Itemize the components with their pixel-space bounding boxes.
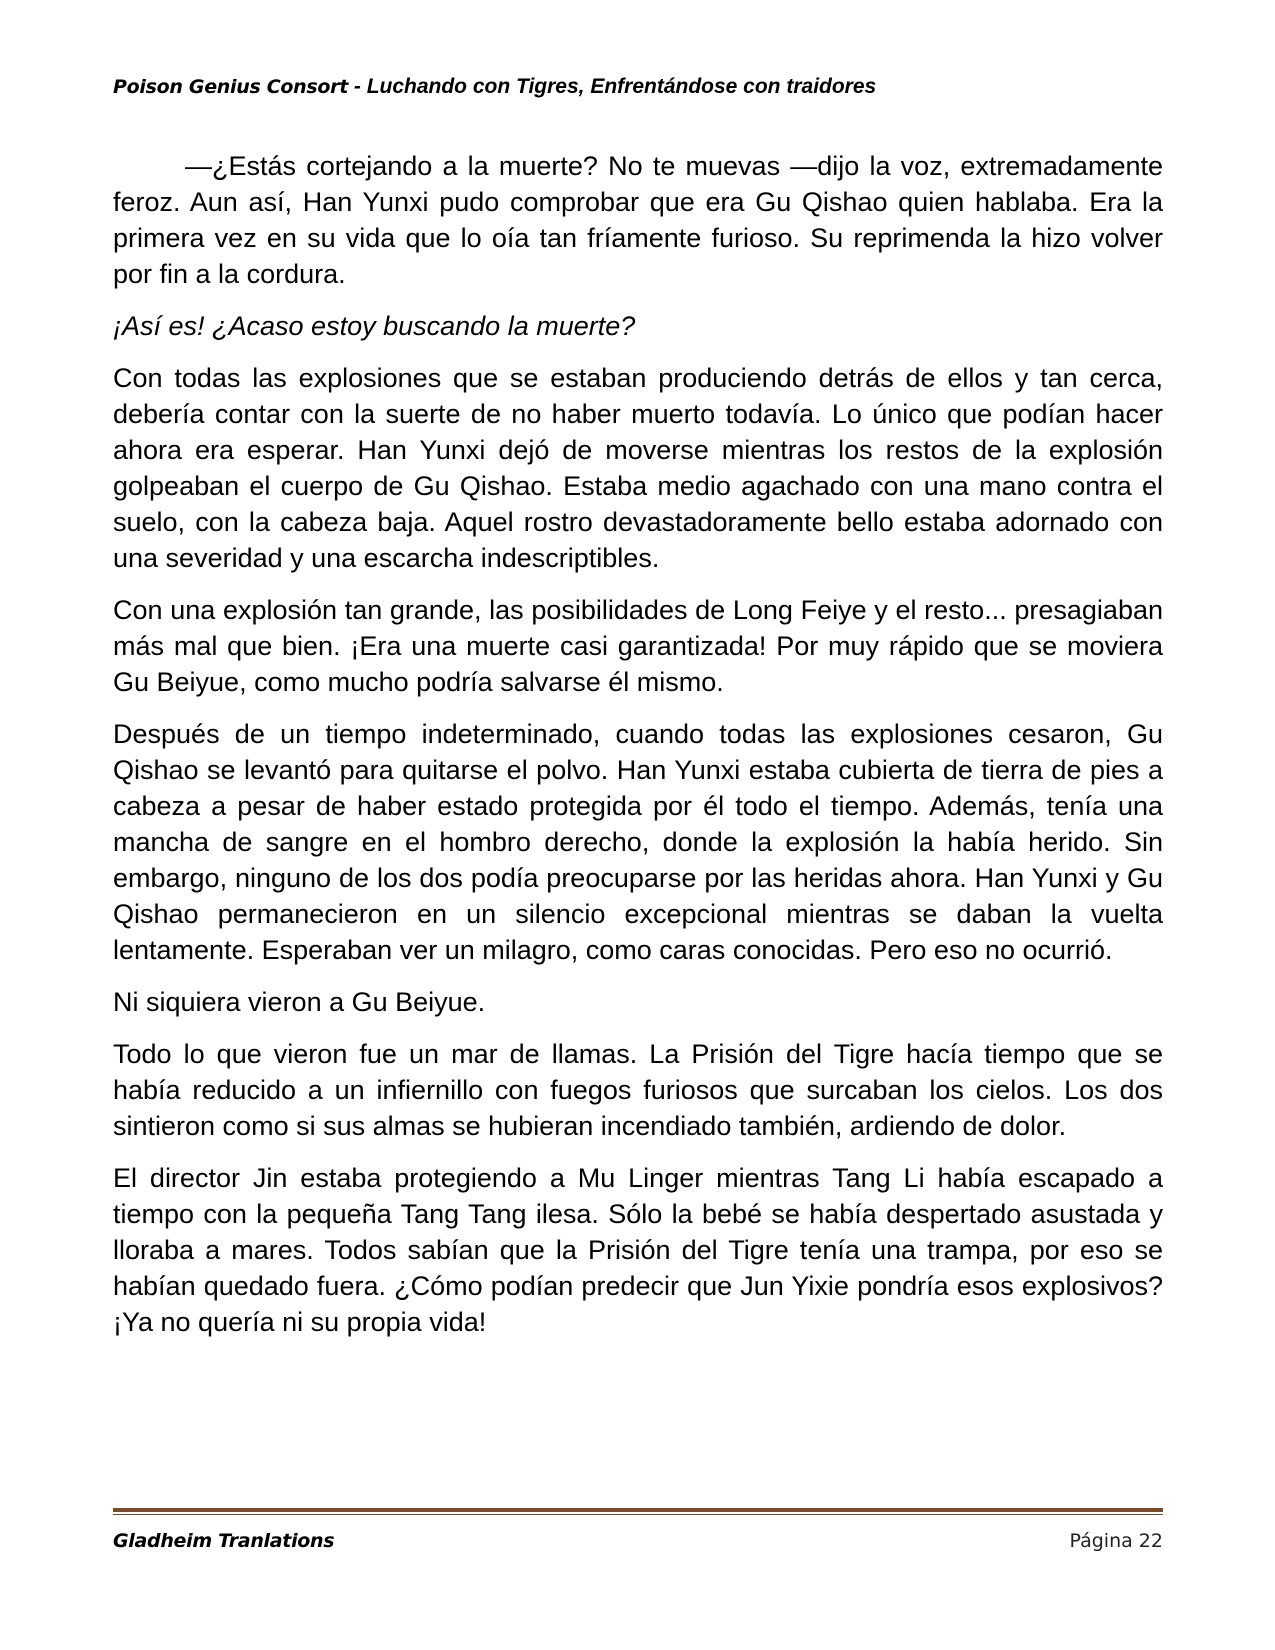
paragraph-7: Todo lo que vieron fue un mar de llamas. La Prisión del Tigre hacía tiempo que se había reducido a un infiernillo con fuegos furiosos que surcaban los cielos. Los dos sintieron como si sus almas se hubieran incendiado también, ardiendo de dolor. — [113, 1039, 1163, 1141]
paragraph-3: Con todas las explosiones que se estaban produciendo detrás de ellos y tan cerca, debería contar con la suerte de no haber muerto todavía. Lo único que podían hacer ahora era esperar. Han Yunxi dejó de moverse mientras los restos de la explosión golpeaban el cuerpo de Gu Qishao. Estaba medio agachado con una mano contra el suelo, con la cabeza baja. Aquel rostro devastadoramente bello estaba adornado con una severidad y una escarcha indescriptibles. — [113, 363, 1163, 573]
page-number: Página 22 — [1069, 1530, 1163, 1552]
paragraph-6: Ni siquiera vieron a Gu Beiyue. — [113, 987, 486, 1017]
chapter-title: Luchando con Tigres, Enfrentándose con traidores — [366, 75, 877, 98]
header-separator: - — [348, 75, 367, 98]
book-title: Poison Genius Consort — [113, 76, 349, 98]
paragraph-1: —¿Estás cortejando a la muerte? No te muevas —dijo la voz, extremadamente feroz. Aun así, Han Yunxi pudo comprobar que era Gu Qishao quien hablaba. Era la primera vez en su vida que lo oía tan fríamente furioso. Su reprimenda la hizo volver por fin a la cordura. — [113, 151, 1163, 289]
paragraph-8: El director Jin estaba protegiendo a Mu Linger mientras Tang Li había escapado a tiempo con la pequeña Tang Tang ilesa. Sólo la bebé se había despertado asustada y lloraba a mares. Todos sabían que la Prisión del Tigre tenía una trampa, por eso se habían quedado fuera. ¿Cómo podían predecir que Jun Yixie pondría esos explosivos? ¡Ya no quería ni su propia vida! — [113, 1163, 1163, 1337]
footer-divider-thin — [113, 1514, 1163, 1515]
footer-divider — [113, 1508, 1163, 1516]
page-body — [113, 148, 1163, 1356]
paragraph-2-thought: ¡Así es! ¿Acaso estoy buscando la muerte? — [113, 311, 636, 341]
footer-translator: Gladheim Tranlations — [113, 1530, 335, 1552]
footer-divider-thick — [113, 1508, 1163, 1512]
running-header — [113, 72, 1163, 102]
paragraph-4: Con una explosión tan grande, las posibilidades de Long Feiye y el resto... presagiaban más mal que bien. ¡Era una muerte casi garantizada! Por muy rápido que se moviera Gu Beiyue, como mucho podría salvarse él mismo. — [113, 595, 1163, 697]
paragraph-5: Después de un tiempo indeterminado, cuando todas las explosiones cesaron, Gu Qishao se levantó para quitarse el polvo. Han Yunxi estaba cubierta de tierra de pies a cabeza a pesar de haber estado protegida por él todo el tiempo. Además, tenía una mancha de sangre en el hombro derecho, donde la explosión la había herido. Sin embargo, ninguno de los dos podía preocuparse por las heridas ahora. Han Yunxi y Gu Qishao permanecieron en un silencio excepcional mientras se daban la vuelta lentamente. Esperaban ver un milagro, como caras conocidas. Pero eso no ocurrió. — [113, 719, 1163, 965]
